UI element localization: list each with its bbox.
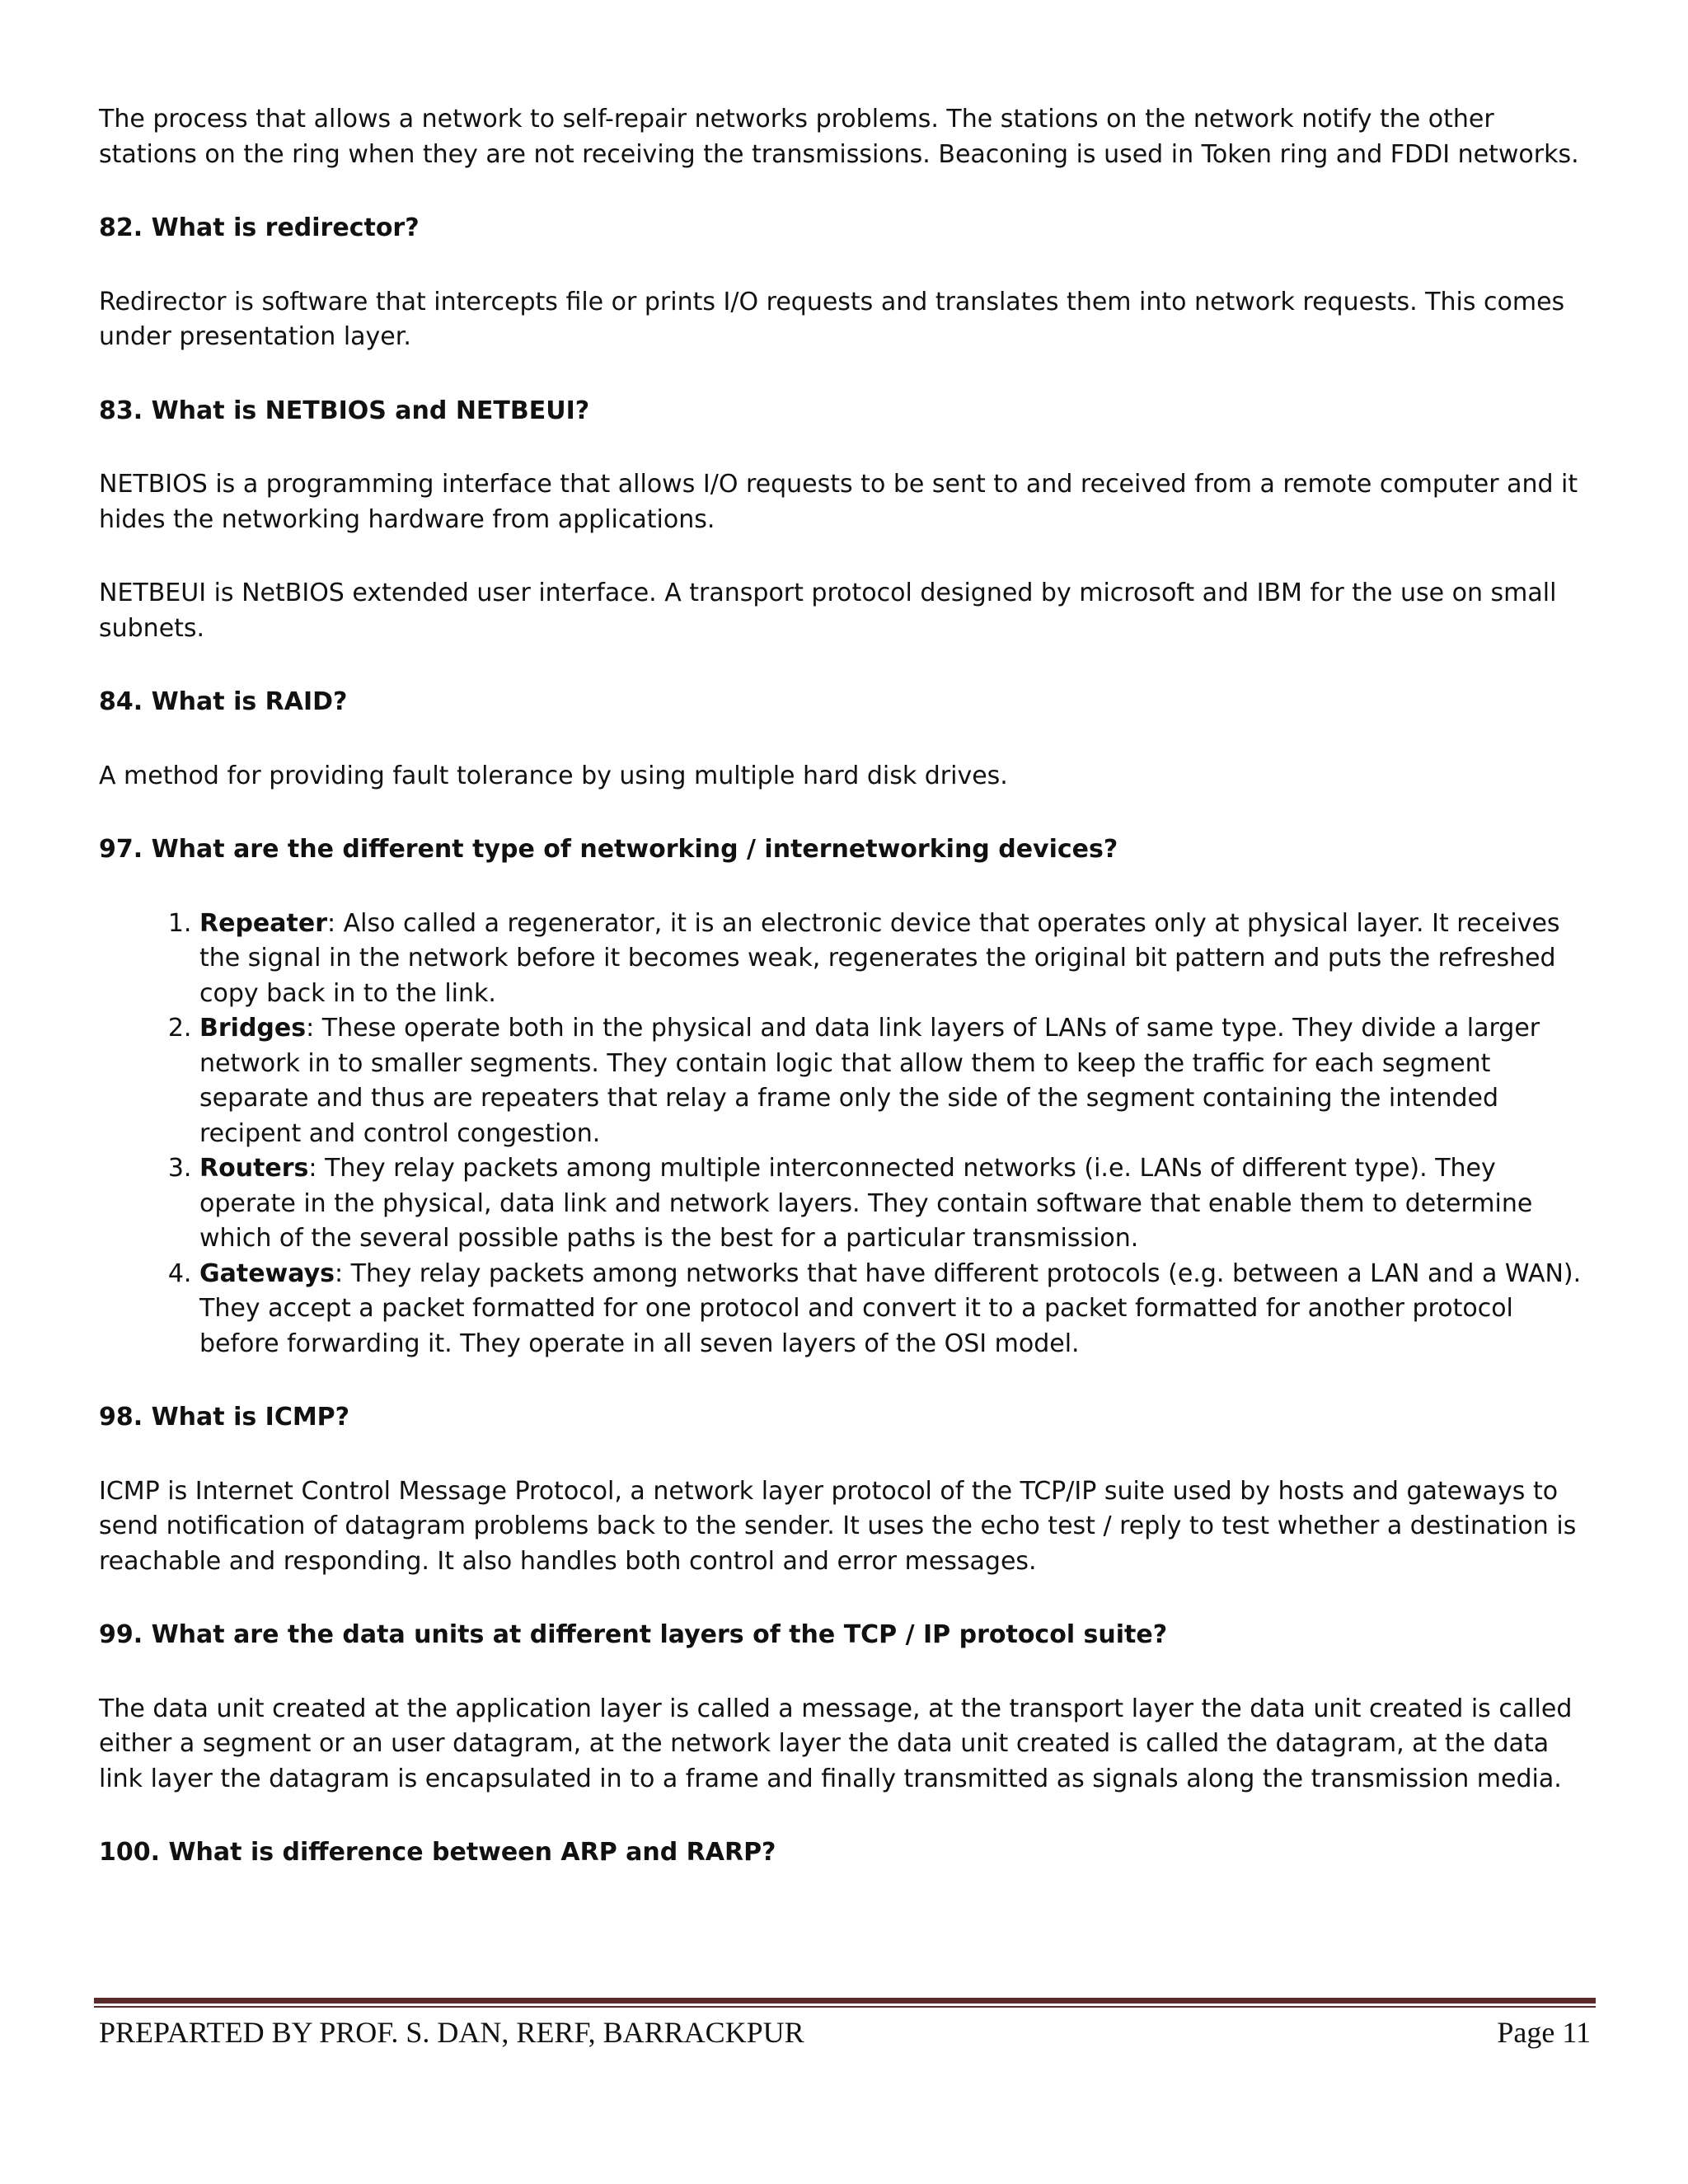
- document-body: [99, 102, 1595, 1871]
- answer-99: The data unit created at the application layer is called a message, at the transport layer the data unit created is called either a segment or an user datagram, at the network layer the data unit created is called the datagram, at the data link layer the datagram is encapsulated in to a frame and finally transmitted as signals along the transmission media.: [99, 1694, 1573, 1793]
- footer-divider-thin: [94, 2006, 1596, 2008]
- term-routers: Routers: [199, 1154, 309, 1183]
- desc-repeater: : Also called a regenerator, it is an electronic device that operates only at physical layer. It receives the signal in the network before it becomes weak, regenerates the original bit pattern and puts the refreshed copy back in to the link.: [199, 908, 1560, 1008]
- device-list: [99, 907, 1595, 1362]
- question-100: 100. What is difference between ARP and RARP?: [99, 1838, 776, 1867]
- question-99: 99. What are the data units at different layers of the TCP / IP protocol suite?: [99, 1620, 1168, 1649]
- question-84: 84. What is RAID?: [99, 687, 348, 716]
- desc-bridges: : These operate both in the physical and data link layers of LANs of same type. They divide a larger network in to smaller segments. They contain logic that allow them to keep the traffic for each segment separate and thus are repeaters that relay a frame only the side of the segment containing the intended recipent and control congestion.: [199, 1014, 1540, 1148]
- answer-83-netbios: NETBIOS is a programming interface that allows I/O requests to be sent to and received from a remote computer and it hides the networking hardware from applications.: [99, 470, 1578, 534]
- list-item-repeater: [199, 907, 1595, 1012]
- answer-83-netbeui: NETBEUI is NetBIOS extended user interface. A transport protocol designed by microsoft and IBM for the use on small subnets.: [99, 579, 1557, 643]
- footer-divider: [94, 1998, 1596, 2004]
- question-98: 98. What is ICMP?: [99, 1403, 350, 1432]
- desc-gateways: : They relay packets among networks that have different protocols (e.g. between a LAN and a WAN). They accept a packet formatted for one protocol and convert it to a packet formatted for another protocol before forwarding it. They operate in all seven layers of the OSI model.: [199, 1258, 1582, 1358]
- list-item-routers: [199, 1151, 1595, 1257]
- page-footer: [99, 2011, 1591, 2054]
- desc-routers: : They relay packets among multiple interconnected networks (i.e. LANs of different type). They operate in the physical, data link and network layers. They contain software that enable them to determine which of the several possible paths is the best for a particular transmission.: [199, 1154, 1533, 1253]
- question-97: 97. What are the different type of networking / internetworking devices?: [99, 835, 1118, 864]
- term-gateways: Gateways: [199, 1258, 335, 1288]
- question-82: 82. What is redirector?: [99, 213, 420, 242]
- term-bridges: Bridges: [199, 1014, 307, 1043]
- answer-98: ICMP is Internet Control Message Protocol, a network layer protocol of the TCP/IP suite used by hosts and gateways to send notification of datagram problems back to the sender. It uses the echo test / reply to test whether a destination is reachable and responding. It also handles both control and error messages.: [99, 1476, 1577, 1576]
- page-number: Page 11: [1497, 2016, 1591, 2049]
- intro-paragraph: The process that allows a network to self-repair networks problems. The stations on the network notify the other stations on the ring when they are not receiving the transmissions. Beaconing is used in Token ring and FDDI networks.: [99, 105, 1579, 169]
- footer-author: PREPARTED BY PROF. S. DAN, RERF, BARRACKPUR: [99, 2016, 804, 2049]
- list-item-gateways: [199, 1257, 1595, 1362]
- question-83: 83. What is NETBIOS and NETBEUI?: [99, 396, 590, 425]
- answer-84: A method for providing fault tolerance by using multiple hard disk drives.: [99, 761, 1008, 790]
- term-repeater: Repeater: [199, 908, 327, 938]
- answer-82: Redirector is software that intercepts file or prints I/O requests and translates them into network requests. This comes under presentation layer.: [99, 287, 1565, 351]
- list-item-bridges: [199, 1011, 1595, 1151]
